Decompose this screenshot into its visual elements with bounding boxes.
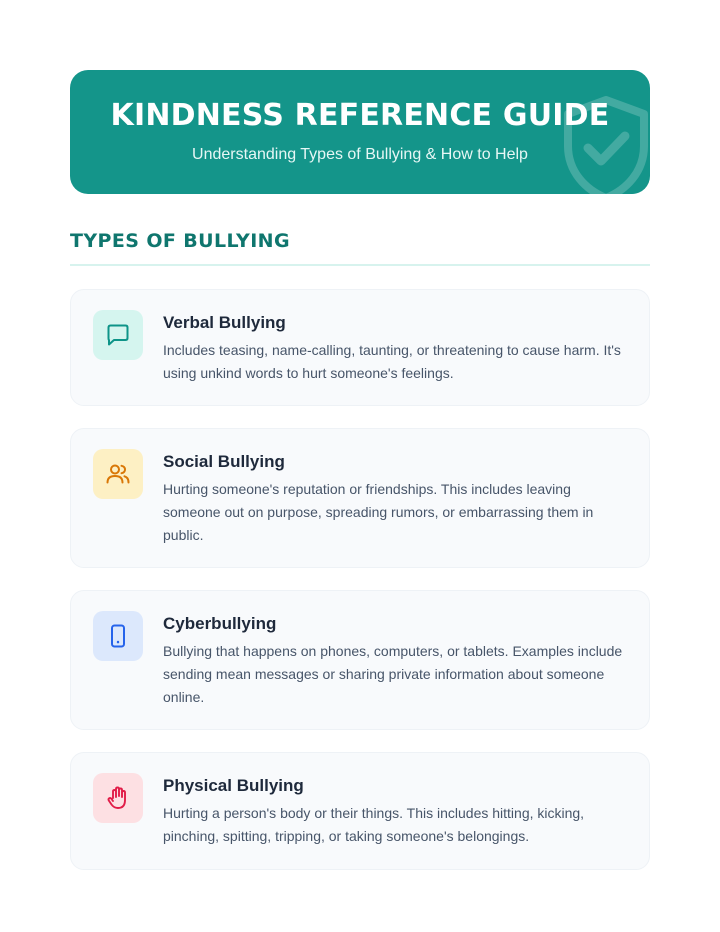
card-title: Cyberbullying: [163, 614, 277, 633]
card-description: Hurting someone's reputation or friendships. This includes leaving someone out on purpose, spreading rumors, or embarrassing them in public.: [163, 481, 594, 543]
card-description: Bullying that happens on phones, computers, or tablets. Examples include sending mean messages or sharing private information about someone online.: [163, 643, 623, 705]
phone-icon: [104, 622, 132, 650]
card-description: Includes teasing, name-calling, taunting, or threatening to cause harm. It's using unkind words to hurt someone's feelings.: [163, 342, 621, 381]
card-title: Physical Bullying: [163, 776, 304, 795]
speech-bubble-icon: [104, 321, 132, 349]
section-divider: [70, 264, 650, 266]
people-icon: [104, 460, 132, 488]
icon-box: [93, 773, 143, 823]
card-title: Social Bullying: [163, 452, 285, 471]
bullying-type-card-social: [70, 428, 650, 568]
bullying-type-card-verbal: [70, 289, 650, 406]
bullying-type-card-physical: [70, 752, 650, 870]
page-title: KINDNESS REFERENCE GUIDE: [110, 98, 610, 133]
hand-icon: [104, 784, 132, 812]
card-description: Hurting a person's body or their things. This includes hitting, kicking, pinching, spitting, tripping, or taking someone's belongings.: [163, 805, 585, 844]
icon-box: [93, 449, 143, 499]
page-subtitle: Understanding Types of Bullying & How to Help: [192, 146, 528, 163]
bullying-type-card-cyber: [70, 590, 650, 730]
icon-box: [93, 310, 143, 360]
card-title: Verbal Bullying: [163, 313, 286, 332]
header-banner: [70, 70, 650, 194]
icon-box: [93, 611, 143, 661]
section-title: TYPES OF BULLYING: [70, 230, 290, 252]
